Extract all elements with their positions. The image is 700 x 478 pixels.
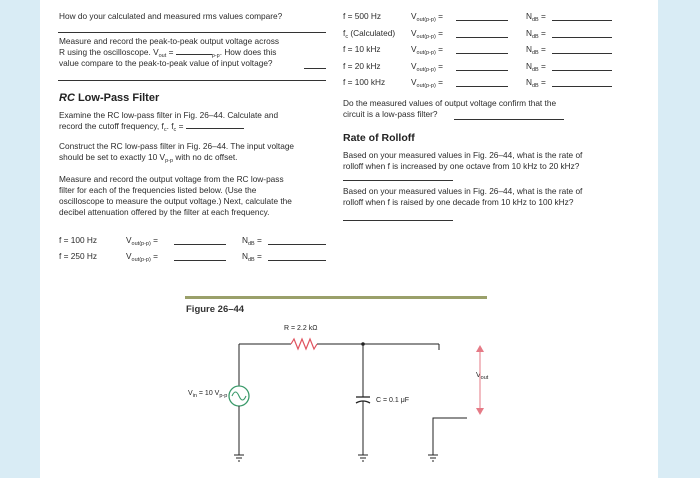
vout-label: $V_{out(p-p)}$ = <box>411 28 443 40</box>
worksheet-page <box>40 0 658 478</box>
freq-label: f = 250 Hz <box>59 251 98 261</box>
rc-lowpass-heading: RC Low-Pass Filter <box>59 92 160 104</box>
output-terminal-bottom <box>433 418 467 455</box>
rolloff-heading: Rate of Rolloff <box>343 132 415 144</box>
rolloff-q2-2: rolloff when f is raised by one decade from 10 kHz to 100 kHz? <box>343 197 574 207</box>
circuit-diagram <box>40 0 658 478</box>
construct-text-2: should be set to exactly 10 $V_{p-p}$ with no dc offset. <box>59 152 238 164</box>
freq-label: f = 100 kHz <box>343 77 386 87</box>
confirm-text-2: circuit is a low-pass filter? <box>343 109 438 119</box>
ground-icon-output <box>428 455 438 461</box>
vout-label: $V_{out(p-p)}$ = <box>411 44 443 56</box>
rolloff-q1-1: Based on your measured values in Fig. 26–44, what is the rate of <box>343 150 583 160</box>
rolloff-q2-1: Based on your measured values in Fig. 26–44, what is the rate of <box>343 186 583 196</box>
vout-label: $V_{out(p-p)}$ = <box>126 251 158 263</box>
vout-label: $V_{out(p-p)}$ = <box>411 61 443 73</box>
freq-label: f = 100 Hz <box>59 235 98 245</box>
measure2-text-1: Measure and record the output voltage from the RC low-pass <box>59 174 284 184</box>
resistor-label: R = 2.2 kΩ <box>284 325 318 332</box>
sine-wave-icon <box>232 392 246 400</box>
measure2-text-2: filter for each of the frequencies listed below. (Use the <box>59 185 257 195</box>
examine-text-2: record the cutoff frequency, $f_c$. $f_c$ = <box>59 121 244 134</box>
ndb-label: $N_{dB}$ = <box>526 77 546 89</box>
measure-text-2: R using the oscilloscope. $V_{out} = _{p-p}$. How does this <box>59 47 277 59</box>
vout-label: $V_{out}$ <box>476 372 489 381</box>
confirm-text-1: Do the measured values of output voltage confirm that the <box>343 98 557 108</box>
ground-icon-source <box>234 455 244 461</box>
freq-label: f = 10 kHz <box>343 44 381 54</box>
ndb-label: $N_{dB}$ = <box>526 61 546 73</box>
ndb-label: $N_{dB}$ = <box>242 251 262 263</box>
examine-text-1: Examine the RC low-pass filter in Fig. 26–44. Calculate and <box>59 110 279 120</box>
measure2-text-3: oscilloscope to measure the output voltage.) Next, calculate the <box>59 196 292 206</box>
measure-text-3: value compare to the peak-to-peak value of input voltage? <box>59 58 273 68</box>
ground-icon-cap <box>358 455 368 461</box>
ndb-label: $N_{dB}$ = <box>526 28 546 40</box>
ndb-label: $N_{dB}$ = <box>526 44 546 56</box>
resistor-symbol <box>291 339 317 349</box>
freq-label: f = 500 Hz <box>343 11 382 21</box>
capacitor-label: C = 0.1 μF <box>376 397 410 404</box>
vout-label: $V_{out(p-p)}$ = <box>411 11 443 23</box>
ndb-label: $N_{dB}$ = <box>242 235 262 247</box>
vout-arrow-icon <box>476 345 484 415</box>
figure-title: Figure 26–44 <box>186 304 245 315</box>
question-compare-rms: How do your calculated and measured rms values compare? <box>59 11 283 21</box>
source-label: $V_{in} = 10$ $V_{p-p}$ <box>188 390 228 399</box>
freq-label: f = 20 kHz <box>343 61 381 71</box>
freq-label: $f_c$ (Calculated) <box>343 28 396 40</box>
vout-label: $V_{out(p-p)}$ = <box>126 235 158 247</box>
ndb-label: $N_{dB}$ = <box>526 11 546 23</box>
rolloff-q1-2: rolloff when f is increased by one octave from 10 kHz to 20 kHz? <box>343 161 580 171</box>
construct-text-1: Construct the RC low-pass filter in Fig. 26–44. The input voltage <box>59 141 295 151</box>
measure-text-1: Measure and record the peak-to-peak output voltage across <box>59 36 279 46</box>
measure2-text-4: decibel attenuation offered by the filter at each frequency. <box>59 207 270 217</box>
vout-label: $V_{out(p-p)}$ = <box>411 77 443 89</box>
